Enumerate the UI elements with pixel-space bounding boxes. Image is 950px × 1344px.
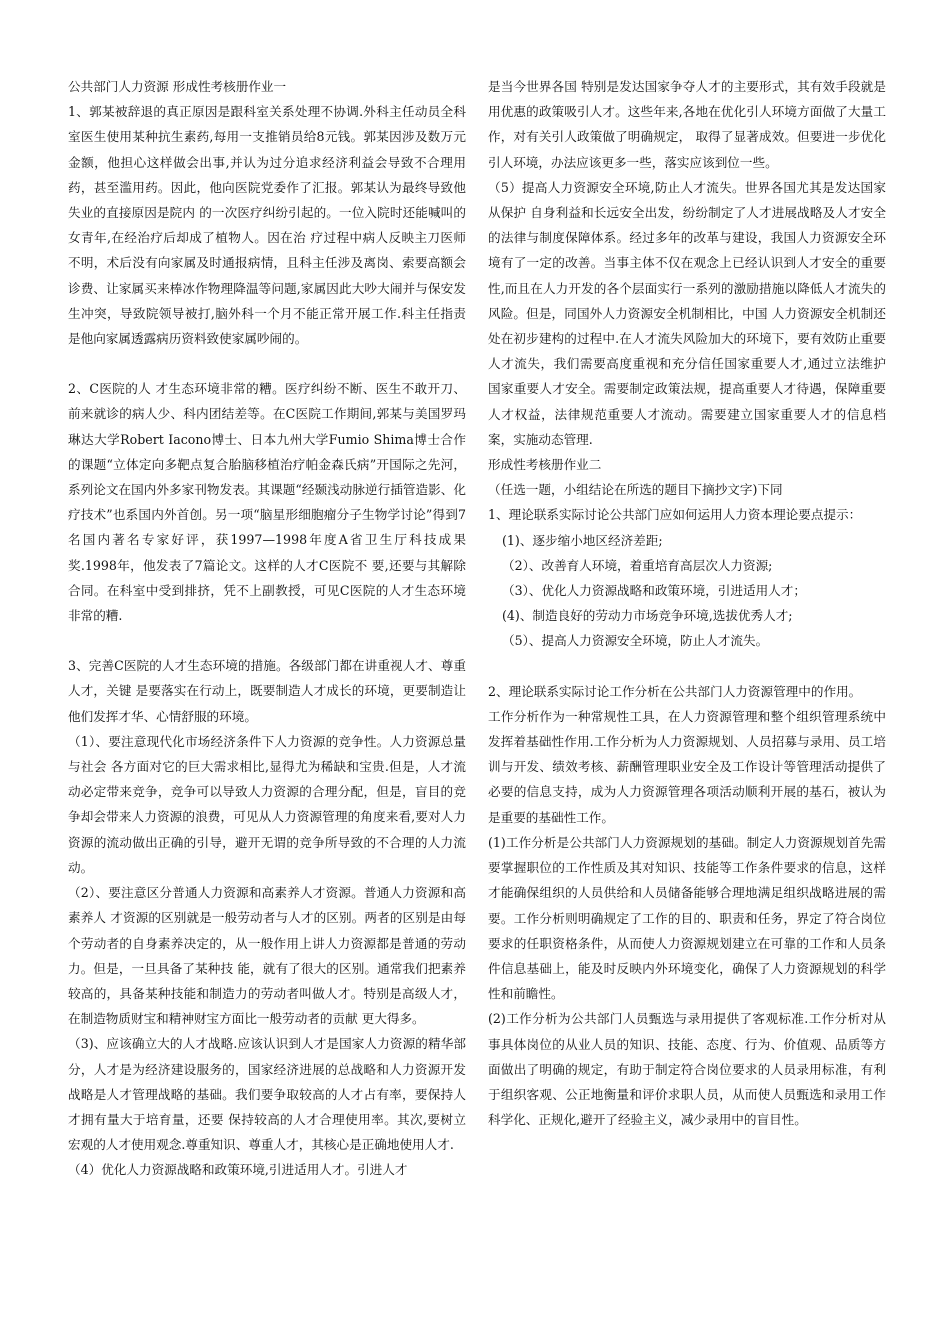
question-heading: 1、理论联系实际讨论公共部门应如何运用人力资本理论要点提示： bbox=[488, 507, 862, 523]
list-item: （2）、改善育人环境，着重培育高层次人力资源; bbox=[502, 557, 773, 573]
paragraph: 1、郭某被辞退的真正原因是跟科室关系处理不协调.外科主任动员全科室医生使用某种抗生素药,每用一支推销员给8元钱。郭某因涉及数万元金额，他担心这样做会出事,并认为过分追求经济利益会导致不合理用药，甚至滥用药。因此，他向医院党委作了汇报。郭某认为最终导致他失业的直接原因是院内 的一次医疗纠纷引起的。一位入院时还能喊叫的女青年,在经治疗后却成了植物人。因在治 疗过程中病人反映主刀医师不明，术后没有向家属及时通报病情，且科主任涉及离岗、索要高额会诊费、让家属买来棒冰作物理降温等问题,家属因此大吵大闹并与保安发生冲突，导致院领导被打,脑外科一个月不能正常开展工作.科主任指责是他向家属透露病历资料致使家属吵闹的。 bbox=[68, 104, 466, 347]
document-page bbox=[68, 74, 886, 1334]
paragraph: 2、C医院的人 才生态环境非常的糟。医疗纠纷不断、医生不敢开刀、前来就诊的病人少、科内团结差等。在C医院工作期间,郭某与美国罗玛琳达大学Robert Iacono博士、日本九州大学Fumio Shima博士合作的课题“立体定向多靶点复合胎脑移植治疗帕金森氏病”开国际之先河，系列论文在国内外多家刊物发表。其课题“经颞浅动脉逆行插管造影、化疗技术”也系国内外首创。另一项“脑星形细胞瘤分子生物学讨论”得到7名国内著名专家好评，获1997—1998年度A省卫生厅科技成果奖.1998年，他发表了7篇论文。这样的人才C医院不 要,还要与其解除合同。在科室中受到排挤，凭不上副教授，可见C医院的人才生态环境非常的糟. bbox=[68, 381, 466, 624]
paragraph: 是当今世界各国 特别是发达国家争夺人才的主要形式，其有效手段就是用优惠的政策吸引人才。这些年来,各地在优化引人环境方面做了大量工作，对有关引人政策做了明确规定， 取得了显著成效。但要进一步优化引人环境，办法应该更多一些，落实应该到位一些。 bbox=[488, 79, 886, 170]
paragraph: （5）提高人力资源安全环境,防止人才流失。世界各国尤其是发达国家从保护 自身利益和长远安全出发，纷纷制定了人才进展战略及人才安全的法律与制度保障体系。经过多年的改革与建设，我国人力资源安全环境有了一定的改善。当事主体不仅在观念上已经认识到人才安全的重要性,而且在人力开发的各个层面实行一系列的激励措施以降低人才流失的风险。但是，同国外人力资源安全机制相比，中国 人力资源安全机制还处在初步建构的过程中.在人才流失风险加大的环境下，要有效防止重要人才流失，我们需要高度重视和充分信任国家重要人才,通过立法维护 国家重要人才安全。需要制定政策法规，提高重要人才待遇，保障重要人才权益，法律规范重要人才流动。需要建立国家重要人才的信息档案，实施动态管理. bbox=[488, 179, 886, 447]
left-column bbox=[68, 74, 466, 1334]
paragraph: (1)工作分析是公共部门人力资源规划的基础。制定人力资源规划首先需要掌握职位的工作性质及其对知识、技能等工作条件要求的信息，这样才能确保组织的人员供给和人员储备能够合理地满足组织战略进展的需要。工作分析则明确规定了工作的目的、职责和任务，界定了符合岗位要求的任职资格条件，从而使人力资源规划建立在可靠的工作和人员条件信息基础上，能及时反映内外环境变化，确保了人力资源规划的科学性和前瞻性。 bbox=[488, 834, 886, 1002]
paragraph: 工作分析作为一种常规性工具，在人力资源管理和整个组织管理系统中发挥着基础性作用.工作分析为人力资源规划、人员招募与录用、员工培训与开发、绩效考核、薪酬管理职业安全及工作设计等管理活动提供了必要的信息支持，成为人力资源管理各项活动顺利开展的基石，被认为是重要的基础性工作。 bbox=[488, 708, 886, 825]
paragraph: 3、完善C医院的人才生态环境的措施。各级部门都在讲重视人才、尊重人才，关键 是要落实在行动上，既要制造人才成长的环境，更要制造让他们发挥才华、心情舒服的环境。 bbox=[68, 658, 466, 724]
list-item: （3）、优化人力资源战略和政策环境，引进适用人才； bbox=[502, 583, 806, 599]
list-item: (4)、制造良好的劳动力市场竞争环境,选拔优秀人才; bbox=[502, 608, 793, 624]
paragraph: (2)工作分析为公共部门人员甄选与录用提供了客观标准.工作分析对从事具体岗位的从业人员的知识、技能、态度、行为、价值观、品质等方面做出了明确的规定，有助于制定符合岗位要求的人员录用标准，有利于组织客观、公正地衡量和评价求职人员，从而使人员甄选和录用工作科学化、正规化,避开了经验主义，减少录用中的盲目性。 bbox=[488, 1011, 886, 1128]
assignment-two-heading: 形成性考核册作业二 bbox=[488, 457, 602, 473]
list-item: （5）、提高人力资源安全环境，防止人才流失。 bbox=[502, 633, 769, 649]
paragraph: （2）、要注意区分普通人力资源和高素养人才资源。普通人力资源和高素养人 才资源的区别就是一般劳动者与人才的区别。两者的区别是由每个劳动者的自身素养决定的，从一般作用上讲人力资源都是普通的劳动力。但是，一旦具备了某种技 能，就有了很大的区别。通常我们把素养较高的，具备某种技能和制造力的劳动者叫做人才。特别是高级人才，在制造物质财宝和精神财宝方面比一般劳动者的贡献 更大得多。 bbox=[68, 885, 466, 1027]
paragraph: （3)、应该确立大的人才战略.应该认识到人才是国家人力资源的精华部分，人才是为经济建设服务的，国家经济进展的总战略和人力资源开发战略是人才管理战略的基础。我们要争取较高的人才占有率，要保持人才拥有量大于培育量，还要 保持较高的人才合理使用率。其次,要树立宏观的人才使用观念.尊重知识、尊重人才，其核心是正确地使用人才. bbox=[68, 1036, 466, 1153]
instruction-note: （任选一题，小组结论在所选的题目下摘抄文字)下同 bbox=[488, 482, 783, 498]
list-item: (1)、逐步缩小地区经济差距; bbox=[502, 532, 663, 548]
paragraph: （1）、要注意现代化市场经济条件下人力资源的竞争性。人力资源总量与社会 各方面对它的巨大需求相比,显得尤为稀缺和宝贵.但是，人才流动必定带来竞争，竞争可以导致人力资源的合理分配，但是，盲目的竞争却会带来人力资源的浪费，可见从人力资源管理的角度来看,要对人力资源的流动做出正确的引导，避开无谓的竞争所导致的不合理的人力流动。 bbox=[68, 733, 466, 875]
question-heading: 2、理论联系实际讨论工作分析在公共部门人力资源管理中的作用。 bbox=[488, 683, 862, 699]
right-column bbox=[488, 74, 886, 1334]
assignment-one-heading: 公共部门人力资源 形成性考核册作业一 bbox=[68, 79, 287, 94]
paragraph: （4）优化人力资源战略和政策环境,引进适用人才。引进人才 bbox=[68, 1162, 408, 1178]
